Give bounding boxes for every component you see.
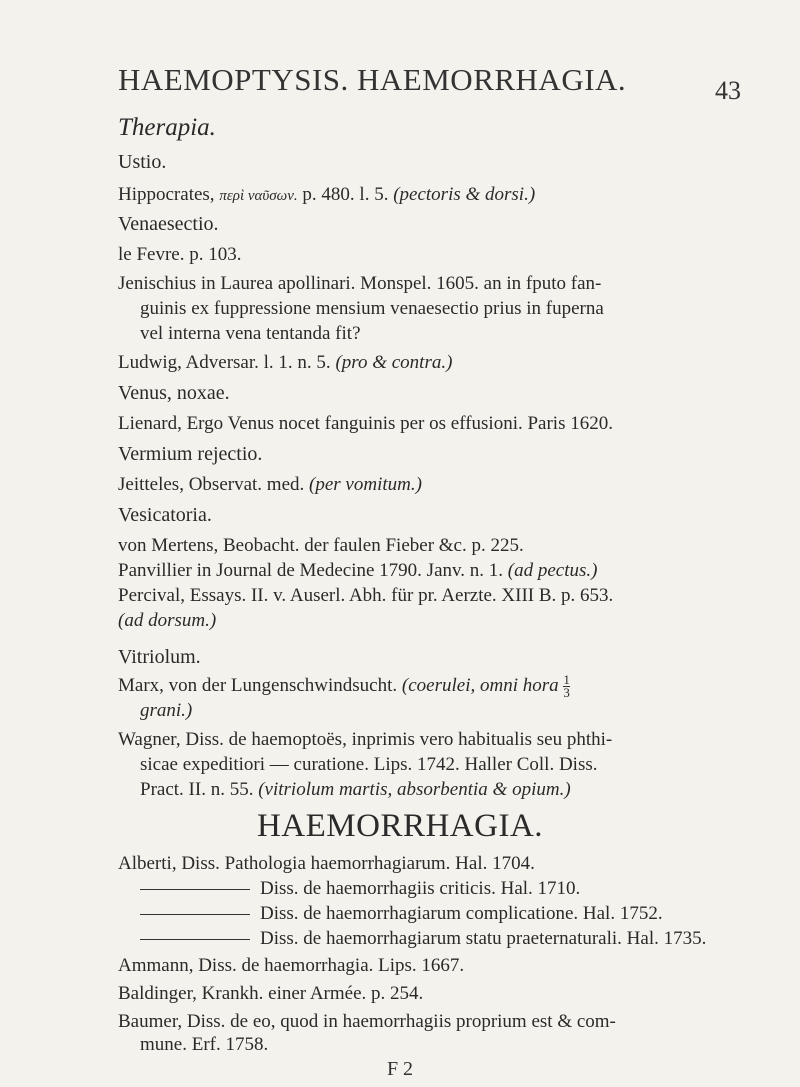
entry-baumer-2: mune. Erf. 1758. [140, 1034, 269, 1055]
entry-jeitteles [118, 473, 422, 497]
entry-percival-note [118, 609, 216, 633]
entry-baumer-1: Baumer, Diss. de eo, quod in haemorrhagiis proprium est & com- [118, 1011, 616, 1032]
entry-marx-2 [140, 699, 192, 723]
panvillier-note: (ad pectus.) [507, 560, 598, 581]
entry-alberti-1: Alberti, Diss. Pathologia haemorrhagiarum. Hal. 1704. [118, 853, 535, 874]
section-title-therapia: Therapia. [118, 114, 216, 141]
entry-marx [118, 674, 570, 699]
entry-jenischius-1: Jenischius in Laurea apollinari. Monspel. 1605. an in fputo fan- [118, 273, 602, 294]
panvillier-text: Panvillier in Journal de Medecine 1790. Janv. n. 1. [118, 560, 508, 581]
entry-fevre: le Fevre. p. 103. [118, 244, 242, 265]
entry-alberti-4 [140, 927, 706, 951]
entry-percival: Percival, Essays. II. v. Auserl. Abh. für pr. Aerzte. XIII B. p. 653. [118, 585, 614, 606]
ludwig-note: (pro & contra.) [335, 352, 453, 373]
marx-frac-den: 3 [563, 685, 570, 701]
entry-jenischius-3: vel interna vena tentanda fit? [140, 323, 361, 344]
entry-panvillier [118, 559, 597, 583]
entry-lienard: Lienard, Ergo Venus nocet fanguinis per os effusioni. Paris 1620. [118, 413, 613, 434]
alberti-3-text: Diss. de haemorrhagiarum complicatione. Hal. 1752. [260, 903, 663, 924]
ditto-dash [140, 914, 250, 915]
marx-note: (coerulei, omni hora [401, 675, 559, 696]
marx-note-2: grani.) [140, 700, 193, 721]
ludwig-text: Ludwig, Adversar. l. 1. n. 5. [118, 352, 336, 373]
ditto-dash [140, 889, 250, 890]
percival-note: (ad dorsum.) [118, 610, 217, 631]
page-number: 43 [715, 76, 741, 105]
heading-vesicatoria: Vesicatoria. [118, 504, 212, 526]
hippocrates-greek: περὶ ναῦσων. [219, 188, 298, 204]
heading-vitriolum: Vitriolum. [118, 646, 201, 668]
entry-wagner-3 [140, 778, 571, 802]
wagner-text-3: Pract. II. n. 55. [140, 779, 259, 800]
entry-mertens: von Mertens, Beobacht. der faulen Fieber &c. p. 225. [118, 535, 524, 556]
jeitteles-text: Jeitteles, Observat. med. [118, 474, 310, 495]
entry-jenischius-2: guinis ex fuppressione mensium venaesectio prius in fuperna [140, 298, 604, 319]
alberti-2-text: Diss. de haemorrhagiis criticis. Hal. 1710. [260, 878, 581, 899]
marx-text: Marx, von der Lungenschwindsucht. [118, 675, 402, 696]
section-title-haemorrhagia: HAEMORRHAGIA. [256, 808, 544, 844]
entry-wagner-1: Wagner, Diss. de haemoptoës, inprimis vero habitualis seu phthi- [118, 729, 613, 750]
jeitteles-note: (per vomitum.) [309, 474, 422, 495]
hippocrates-note: (pectoris & dorsi.) [393, 184, 536, 205]
wagner-note: (vitriolum martis, absorbentia & opium.) [258, 779, 571, 800]
entry-ludwig [118, 351, 452, 375]
heading-ustio: Ustio. [118, 151, 167, 173]
ditto-dash [140, 939, 250, 940]
signature-mark: F 2 [386, 1058, 414, 1080]
entry-baldinger: Baldinger, Krankh. einer Armée. p. 254. [118, 983, 424, 1004]
entry-wagner-2: sicae expeditiori — curatione. Lips. 1742. Haller Coll. Diss. [140, 754, 598, 775]
heading-vermium: Vermium rejectio. [118, 443, 263, 465]
marx-frac-num: 1 [563, 672, 570, 688]
entry-ammann: Ammann, Diss. de haemorrhagia. Lips. 1667. [118, 955, 465, 976]
entry-hippocrates [118, 183, 535, 208]
heading-venaesectio: Venaesectio. [118, 213, 219, 235]
entry-alberti-2 [140, 877, 580, 901]
entry-alberti-3 [140, 902, 663, 926]
marx-fraction [563, 674, 570, 699]
heading-venus: Venus, noxae. [118, 382, 230, 404]
running-head: HAEMOPTYSIS. HAEMORRHAGIA. [118, 62, 627, 97]
alberti-4-text: Diss. de haemorrhagiarum statu praeternaturali. Hal. 1735. [260, 928, 707, 949]
hippocrates-text-b: p. 480. l. 5. [297, 184, 394, 205]
hippocrates-text-a: Hippocrates, [118, 184, 220, 205]
